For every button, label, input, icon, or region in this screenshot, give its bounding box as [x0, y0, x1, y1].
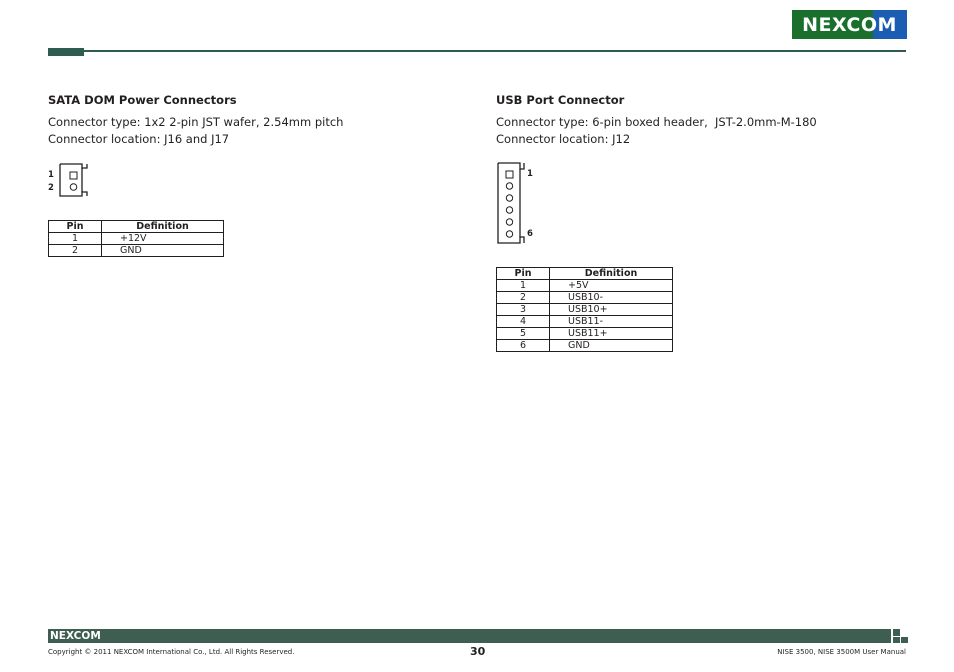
pin-cell: 5 [497, 328, 550, 340]
sata-connector-diagram [58, 162, 92, 200]
page-number: 30 [470, 645, 486, 658]
usb-pin-table [496, 267, 673, 352]
pin-cell: 6 [497, 340, 550, 352]
definition-cell: USB10- [550, 292, 673, 304]
footer-square-bottom-left [893, 637, 900, 643]
table-header-definition: Definition [102, 221, 224, 233]
definition-cell: +12V [102, 233, 224, 245]
sata-connector-location: Connector location: J16 and J17 [48, 132, 230, 146]
definition-cell: USB11- [550, 316, 673, 328]
header-rule [84, 50, 906, 52]
usb-pin-label-1: 1 [527, 169, 533, 179]
footer-bar [48, 629, 891, 643]
table-header-definition: Definition [550, 268, 673, 280]
usb-connector-type: Connector type: 6-pin boxed header, JST-2.0mm-M-180 [496, 115, 817, 129]
table-row [497, 280, 673, 292]
definition-cell: GND [550, 340, 673, 352]
usb-connector-location: Connector location: J12 [496, 132, 631, 146]
table-row [49, 245, 224, 257]
footer-manual-title: NISE 3500, NISE 3500M User Manual [777, 648, 906, 656]
table-row [497, 328, 673, 340]
usb-pin-label-6: 6 [527, 229, 533, 239]
sata-pin-label-1: 1 [48, 170, 54, 180]
sata-pin-table [48, 220, 224, 257]
table-row [497, 304, 673, 316]
definition-cell: USB11+ [550, 328, 673, 340]
definition-cell: GND [102, 245, 224, 257]
table-row [497, 292, 673, 304]
usb-port-heading: USB Port Connector [496, 93, 625, 107]
footer-square-bottom-right [901, 637, 908, 643]
logo-text: NEXCOM [802, 13, 897, 36]
pin-cell: 2 [49, 245, 102, 257]
table-header-pin: Pin [497, 268, 550, 280]
pin-cell: 1 [497, 280, 550, 292]
table-row [49, 233, 224, 245]
footer-copyright: Copyright © 2011 NEXCOM International Co., Ltd. All Rights Reserved. [48, 648, 295, 656]
footer-square-top [893, 629, 900, 636]
sata-dom-heading: SATA DOM Power Connectors [48, 93, 237, 107]
pin-cell: 4 [497, 316, 550, 328]
table-row [497, 316, 673, 328]
definition-cell: +5V [550, 280, 673, 292]
pin-cell: 1 [49, 233, 102, 245]
nexcom-logo [792, 10, 907, 39]
header-accent-block [48, 48, 84, 56]
usb-connector-diagram [496, 161, 526, 247]
definition-cell: USB10+ [550, 304, 673, 316]
table-header-pin: Pin [49, 221, 102, 233]
sata-connector-type: Connector type: 1x2 2-pin JST wafer, 2.54mm pitch [48, 115, 344, 129]
table-row [497, 340, 673, 352]
sata-pin-label-2: 2 [48, 183, 54, 193]
pin-cell: 3 [497, 304, 550, 316]
pin-cell: 2 [497, 292, 550, 304]
footer-logo: NEXCOM [50, 630, 101, 642]
